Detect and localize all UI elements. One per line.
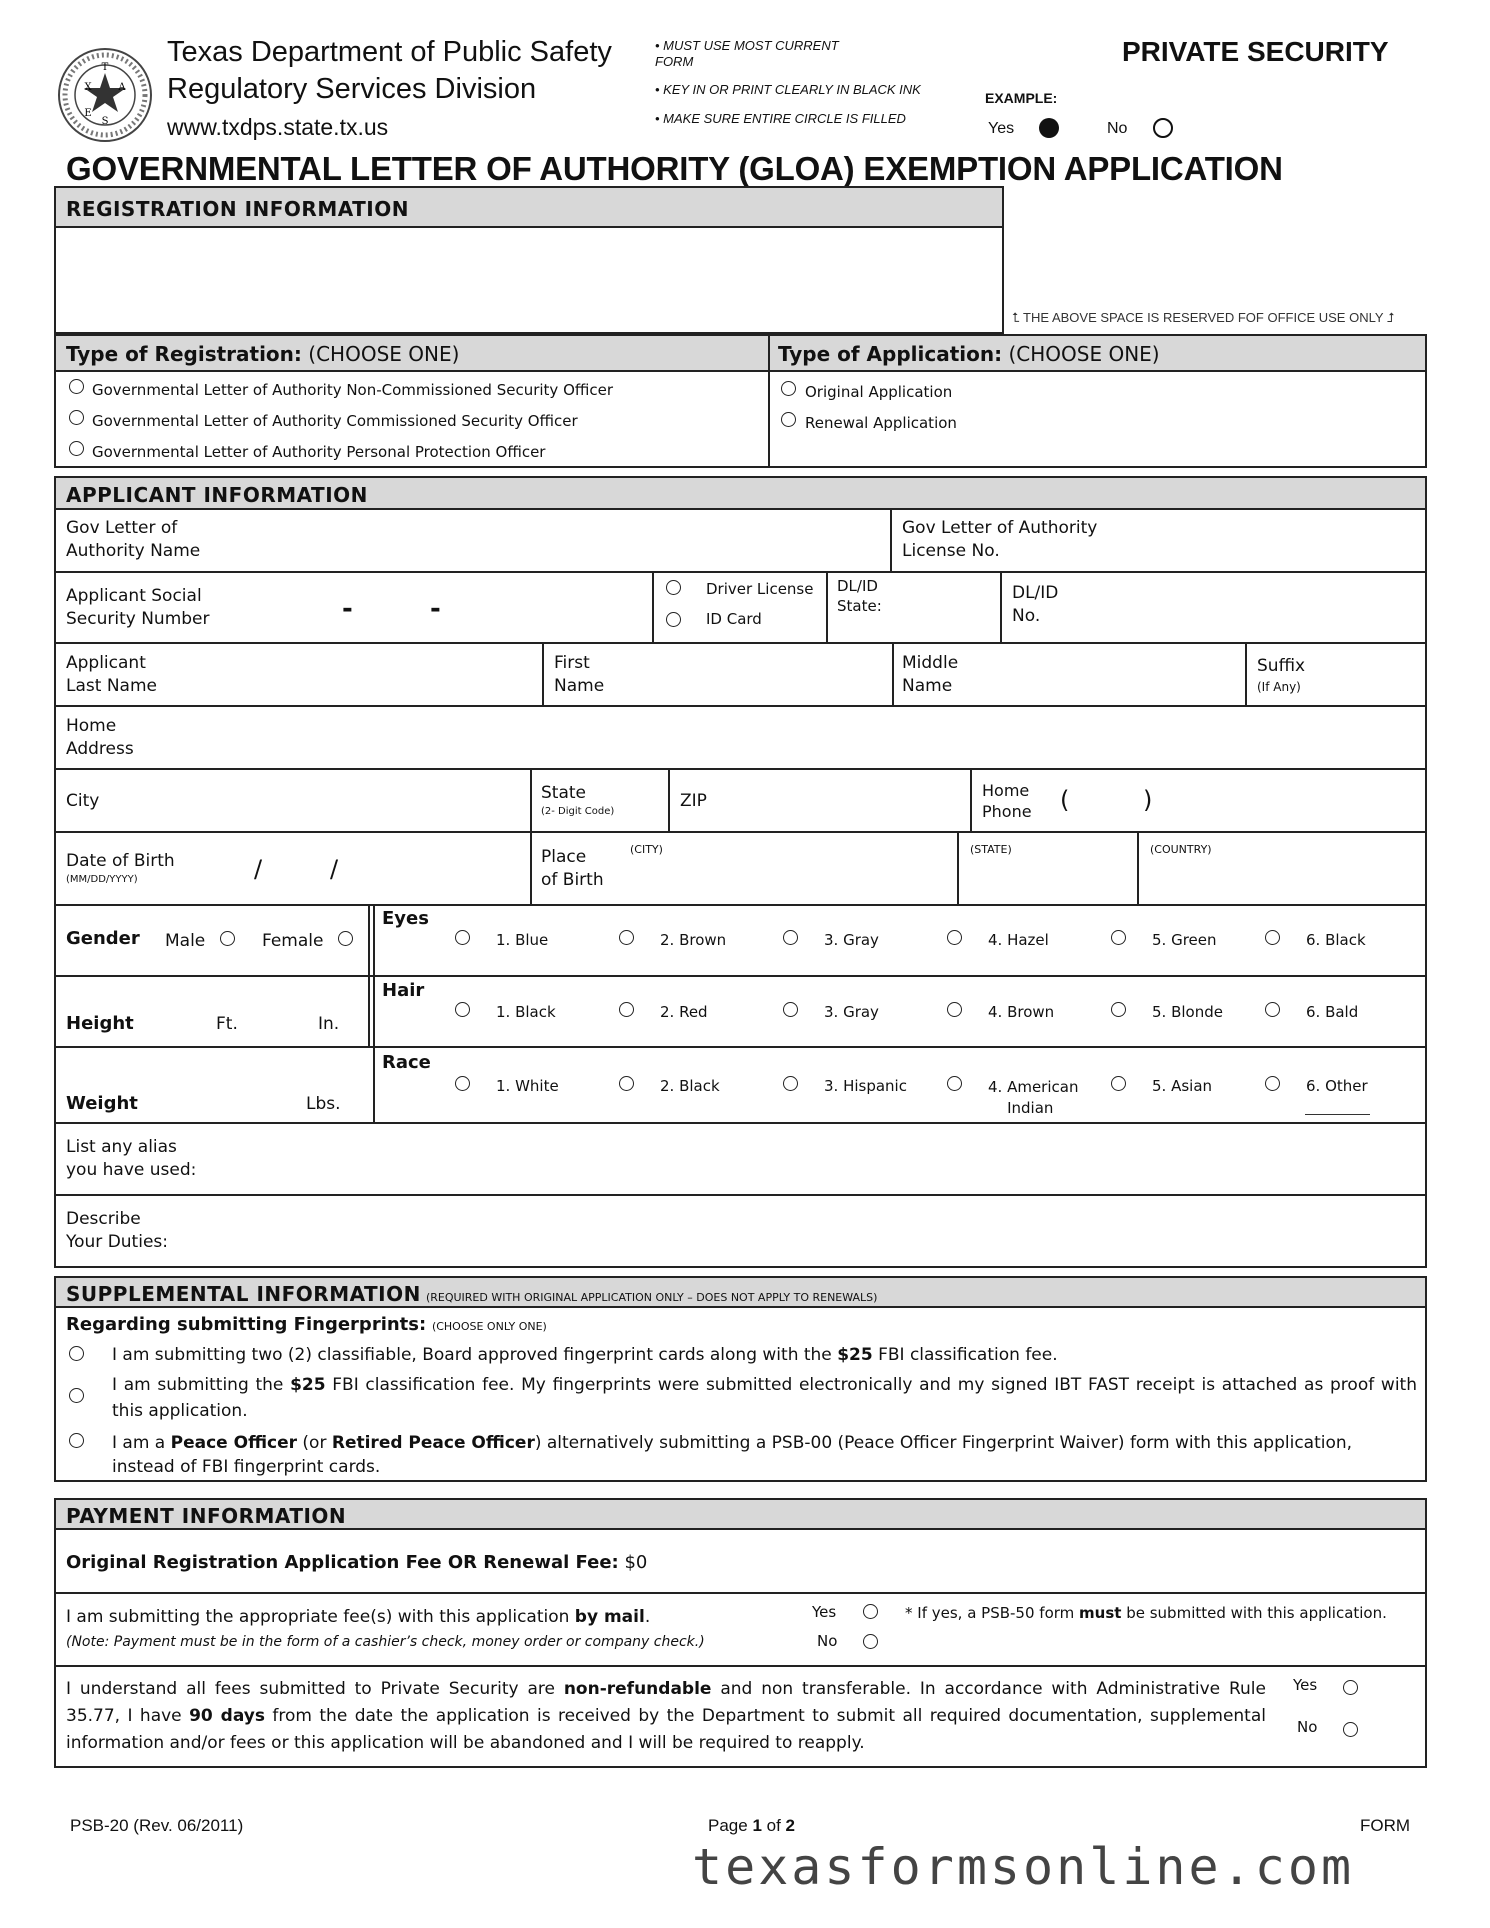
phone-paren-close: ) [1143,786,1153,814]
id-card-label: ID Card [706,610,762,628]
radio-non-commissioned[interactable] [69,379,84,394]
pob-city-input[interactable] [610,836,952,899]
suffix-note: (If Any) [1257,680,1301,694]
registration-title: REGISTRATION INFORMATION [66,197,409,221]
radio-female[interactable] [338,931,353,946]
state-input[interactable] [600,772,662,827]
option-personal-protection: Governmental Letter of Authority Personal Protection Officer [92,443,546,461]
electronic-fingerprints-option: I am submitting the $25 FBI classification fee. My fingerprints were submitted electronically and my signed IBT FAST receipt is attached as proof with this application. [112,1375,1417,1421]
mail-no-label: No [817,1632,838,1650]
weight-input[interactable] [150,1052,300,1117]
weight-label: Weight [66,1093,138,1114]
hair-black-label: 1. Black [496,1003,556,1021]
fingerprint-cards-option: I am submitting two (2) classifiable, Board approved fingerprint cards along with the $25 FBI classification fee. [112,1345,1058,1365]
city-input[interactable] [120,772,525,827]
radio-hair-black[interactable] [455,1002,470,1017]
dl-number-label: DL/ID No. [1012,583,1059,626]
radio-eyes-black[interactable] [1265,930,1280,945]
dob-label: Date of Birth [66,851,175,871]
driver-license-label: Driver License [706,580,814,598]
inches-label: In. [318,1014,340,1034]
home-phone-input[interactable] [1050,772,1420,827]
alias-input[interactable] [210,1127,1420,1189]
gloa-name-label: Gov Letter of Authority Name [66,518,201,561]
eyes-gray-label: 3. Gray [824,931,879,949]
option-renewal-application: Renewal Application [805,414,957,432]
agree-no-label: No [1297,1718,1318,1736]
eyes-hazel-label: 4. Hazel [988,931,1049,949]
radio-race-asian[interactable] [1111,1076,1126,1091]
radio-hair-red[interactable] [619,1002,634,1017]
form-label: FORM [1360,1816,1411,1835]
gloa-name-input[interactable] [200,512,880,568]
dps-seal [56,46,154,144]
race-asian-label: 5. Asian [1152,1077,1213,1095]
form-number: PSB-20 (Rev. 06/2011) [70,1816,244,1835]
pounds-label: Lbs. [306,1094,341,1114]
svg-text:X: X [84,82,92,93]
peace-officer-option: I am a Peace Officer (or Retired Peace Officer) alternatively submitting a PSB-00 (Peace Officer Fingerprint Waiver) form with this application, instead of FBI fingerprint cards. [112,1433,1353,1477]
agree-yes-label: Yes [1293,1676,1318,1694]
example-yes-label: Yes [988,120,1015,137]
radio-id-card[interactable] [666,612,681,627]
feet-label: Ft. [216,1014,238,1034]
dl-state-label: DL/ID State: [837,577,882,615]
radio-peace-officer[interactable] [69,1433,84,1448]
suffix-input[interactable] [1320,646,1420,701]
supplemental-title: SUPPLEMENTAL INFORMATION (REQUIRED WITH ORIGINAL APPLICATION ONLY – DOES NOT APPLY TO RENEWALS) [66,1282,878,1306]
middle-name-input[interactable] [970,646,1240,701]
dl-state-input[interactable] [890,576,995,636]
option-original-application: Original Application [805,383,953,401]
example-label: EXAMPLE: [985,90,1058,106]
form-title: GOVERNMENTAL LETTER OF AUTHORITY (GLOA) EXEMPTION APPLICATION [66,150,1283,187]
radio-agree-no[interactable] [1343,1722,1358,1737]
hair-brown-label: 4. Brown [988,1003,1055,1021]
ssn-dash-2: - [430,594,441,624]
eyes-black-label: 6. Black [1306,931,1366,949]
option-commissioned: Governmental Letter of Authority Commissioned Security Officer [92,412,578,430]
height-input[interactable] [150,980,360,1040]
eyes-label: Eyes [382,908,429,929]
city-label: City [66,791,100,811]
eyes-blue-label: 1. Blue [496,931,549,949]
duties-input[interactable] [180,1199,1420,1263]
race-other-input[interactable] [1305,1098,1370,1115]
first-name-input[interactable] [610,646,885,701]
svg-text:T: T [101,62,109,73]
applicant-title: APPLICANT INFORMATION [66,483,368,507]
zip-label: ZIP [680,791,707,811]
radio-mail-yes[interactable] [863,1604,878,1619]
instruction-fill-circle: • MAKE SURE ENTIRE CIRCLE IS FILLED [655,111,906,126]
radio-electronic-fingerprints[interactable] [69,1388,84,1403]
instruction-current-form: • MUST USE MOST CURRENT FORM [655,38,839,69]
hair-red-label: 2. Red [660,1003,708,1021]
gender-label: Gender [66,928,140,949]
pob-state-note: (STATE) [970,843,1012,856]
registration-type-title: Type of Registration: (CHOOSE ONE) [66,342,460,366]
home-address-label: Home Address [66,716,134,759]
state-note: (2- Digit Code) [541,806,615,817]
ssn-label: Applicant Social Security Number [66,586,210,629]
place-of-birth-label: Place of Birth [541,847,604,890]
agency-website[interactable]: www.txdps.state.tx.us [167,114,389,140]
male-label: Male [165,931,206,951]
pob-state-input[interactable] [962,836,1132,899]
pob-city-note: (CITY) [630,843,663,856]
office-use-note: ⮤ THE ABOVE SPACE IS RESERVED FOF OFFICE USE ONLY ⮥ [1012,310,1395,325]
dob-slash-2: / [330,855,339,883]
alias-label: List any alias you have used: [66,1137,197,1180]
gloa-license-input[interactable] [1100,512,1420,568]
last-name-label: Applicant Last Name [66,653,157,696]
gloa-license-label: Gov Letter of Authority License No. [902,518,1098,561]
suffix-label: Suffix [1257,656,1306,676]
example-no-label: No [1107,120,1128,137]
dob-format-note: (MM/DD/YYYY) [66,874,138,885]
radio-hair-blonde[interactable] [1111,1002,1126,1017]
duties-label: Describe Your Duties: [66,1209,168,1252]
radio-driver-license[interactable] [666,580,681,595]
radio-eyes-hazel[interactable] [947,930,962,945]
race-black-label: 2. Black [660,1077,720,1095]
payment-title: PAYMENT INFORMATION [66,1504,347,1528]
svg-text:E: E [84,108,92,119]
race-label: Race [382,1052,431,1073]
fee-amount: $0 [624,1552,648,1573]
radio-hair-brown[interactable] [947,1002,962,1017]
radio-personal-protection[interactable] [69,441,84,456]
dl-number-input[interactable] [1060,576,1420,636]
race-white-label: 1. White [496,1077,559,1095]
agency-name: Texas Department of Public Safety [167,36,612,68]
hair-blonde-label: 5. Blonde [1152,1003,1223,1021]
home-address-input[interactable] [160,710,1420,764]
watermark: texasformsonline.com [692,1838,1355,1896]
radio-race-white[interactable] [455,1076,470,1091]
radio-hair-bald[interactable] [1265,1002,1280,1017]
hair-label: Hair [382,980,425,1001]
height-label: Height [66,1013,134,1034]
instruction-black-ink: • KEY IN OR PRINT CLEARLY IN BLACK INK [655,82,921,97]
radio-eyes-brown[interactable] [619,930,634,945]
race-hispanic-label: 3. Hispanic [824,1077,907,1095]
pob-country-input[interactable] [1142,836,1422,899]
radio-hair-gray[interactable] [783,1002,798,1017]
non-refundable-text: I understand all fees submitted to Private Security are non-refundable and non transferable. In accordance with Administrative Rule 35.77, I have 90 days from the date the application is received by the Department to submit all required documentation, supplemental information and/or fees or this application will be abandoned and I will be required to reapply. [66,1679,1266,1753]
division-name: Regulatory Services Division [167,73,537,105]
radio-commissioned[interactable] [69,410,84,425]
radio-eyes-gray[interactable] [783,930,798,945]
dob-slash-1: / [254,855,263,883]
middle-name-label: Middle Name [902,653,959,696]
eyes-brown-label: 2. Brown [660,931,727,949]
radio-fingerprint-cards[interactable] [69,1346,84,1361]
radio-mail-no[interactable] [863,1634,878,1649]
empty-radio-icon [1153,118,1173,138]
radio-renewal-application[interactable] [781,412,796,427]
eyes-green-label: 5. Green [1152,931,1217,949]
radio-original-application[interactable] [781,381,796,396]
radio-eyes-blue[interactable] [455,930,470,945]
radio-male[interactable] [220,931,235,946]
application-type-title: Type of Application: (CHOOSE ONE) [778,342,1160,366]
page-indicator: Page 1 of 2 [708,1816,795,1835]
hair-gray-label: 3. Gray [824,1003,879,1021]
fingerprint-title: Regarding submitting Fingerprints: (CHOOSE ONLY ONE) [66,1314,547,1335]
race-other-label: 6. Other [1306,1077,1368,1095]
first-name-label: First Name [554,653,605,696]
filled-radio-icon [1039,118,1059,138]
pob-country-note: (COUNTRY) [1150,843,1212,856]
option-non-commissioned: Governmental Letter of Authority Non-Commissioned Security Officer [92,381,614,399]
state-label: State [541,783,586,803]
radio-race-black[interactable] [619,1076,634,1091]
type-divider [768,334,770,468]
race-american-indian-label: 4. American Indian [988,1078,1079,1117]
svg-text:S: S [101,116,109,127]
mail-payment-text: I am submitting the appropriate fee(s) with this application by mail. [66,1607,651,1627]
ssn-dash-1: - [342,594,353,624]
hair-bald-label: 6. Bald [1306,1003,1359,1021]
radio-agree-yes[interactable] [1343,1680,1358,1695]
radio-race-other[interactable] [1265,1076,1280,1091]
fee-line: Original Registration Application Fee OR Renewal Fee: $0 [66,1552,648,1573]
dob-input[interactable] [200,836,525,899]
female-label: Female [262,931,324,951]
mail-payment-note: (Note: Payment must be in the form of a cashier’s check, money order or company check.) [66,1634,705,1650]
radio-race-hispanic[interactable] [783,1076,798,1091]
mail-yes-label: Yes [812,1603,837,1621]
radio-eyes-green[interactable] [1111,930,1126,945]
program-title: PRIVATE SECURITY [1122,36,1389,67]
last-name-input[interactable] [160,646,535,701]
psb50-note: * If yes, a PSB-50 form must be submitted with this application. [905,1604,1387,1622]
phone-paren-open: ( [1060,786,1070,814]
zip-input[interactable] [720,772,965,827]
ssn-input[interactable] [230,576,640,636]
supplemental-note: (REQUIRED WITH ORIGINAL APPLICATION ONLY – DOES NOT APPLY TO RENEWALS) [425,1291,878,1304]
home-phone-label: Home Phone [982,781,1032,821]
svg-text:A: A [118,82,126,93]
radio-race-american-indian[interactable] [947,1076,962,1091]
